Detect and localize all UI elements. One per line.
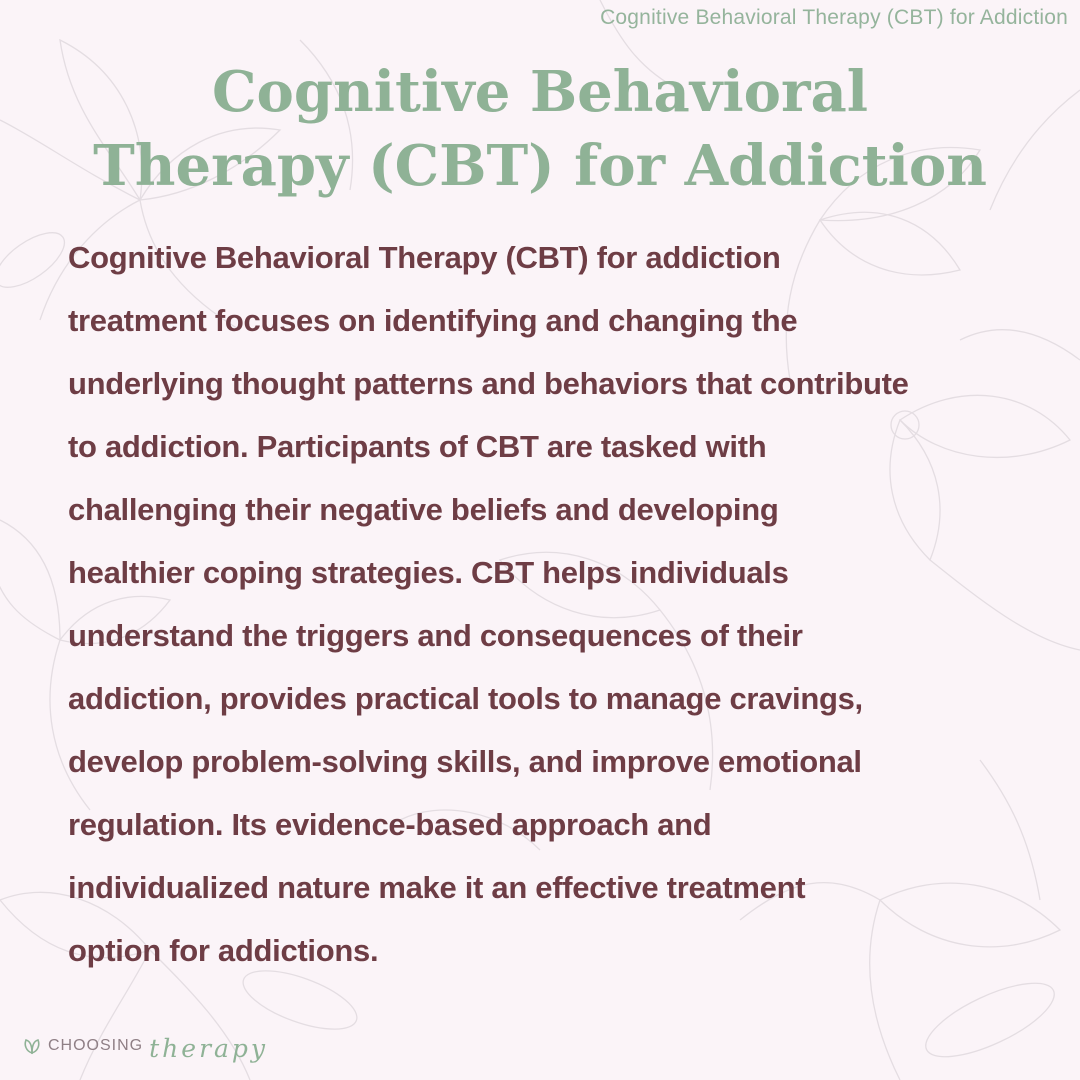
brand-wordmark: CHOOSING [48,1037,144,1054]
body-line: regulation. Its evidence-based approach and [68,807,712,842]
body-line: to addiction. Participants of CBT are tasked with [68,429,767,464]
brand-logo [22,1030,268,1062]
brand-script-wordmark: therapy [149,1033,269,1063]
body-line: develop problem-solving skills, and improve emotional [68,744,862,779]
title-line-1: Cognitive Behavioral [211,59,869,125]
title-line-2: Therapy (CBT) for Addiction [93,133,987,199]
body-line: understand the triggers and consequences of their [68,618,803,653]
body-line: Cognitive Behavioral Therapy (CBT) for addiction [68,240,781,275]
body-line: healthier coping strategies. CBT helps individuals [68,555,789,590]
body-line: treatment focuses on identifying and changing the [68,303,798,338]
leaf-icon [22,1036,42,1056]
body-line: individualized nature make it an effective treatment [68,870,806,905]
body-line: addiction, provides practical tools to manage cravings, [68,681,863,716]
header-caption: Cognitive Behavioral Therapy (CBT) for Addiction [600,6,1068,29]
body-line: underlying thought patterns and behaviors that contribute [68,366,909,401]
body-paragraph [68,226,1028,982]
page-title [40,55,1040,203]
body-line: challenging their negative beliefs and developing [68,492,779,527]
body-line: option for addictions. [68,933,379,968]
